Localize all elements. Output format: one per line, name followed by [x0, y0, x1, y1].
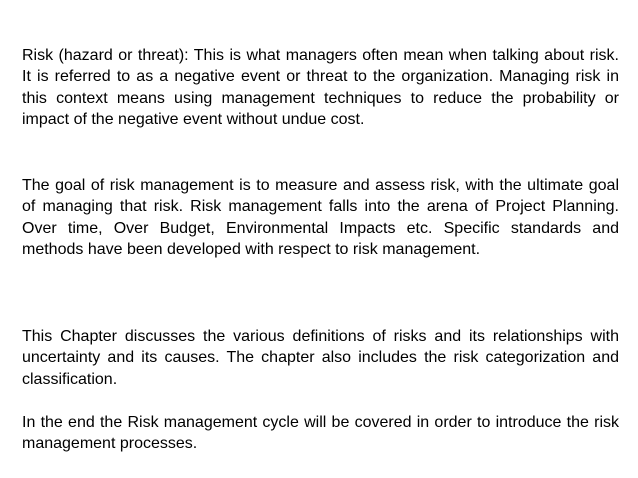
- paragraph-risk-cycle: In the end the Risk management cycle will be covered in order to introduce the risk management processes.: [22, 414, 619, 453]
- paragraph-risk-definition: Risk (hazard or threat): This is what managers often mean when talking about risk. It is referred to as a negative event or threat to the organization. Managing risk in this context means using management techniques to reduce the probability or impact of the negative event without undue cost.: [22, 47, 619, 128]
- paragraph-chapter-overview: This Chapter discusses the various definitions of risks and its relationships with uncertainty and its causes. The chapter also includes the risk categorization and classification.: [22, 328, 619, 388]
- paragraph-risk-management-goal: The goal of risk management is to measure and assess risk, with the ultimate goal of managing that risk. Risk management falls into the arena of Project Planning. Over time, Over Budget, Environmental Impacts etc. Specific standards and methods have been developed with respect to risk management.: [22, 177, 619, 258]
